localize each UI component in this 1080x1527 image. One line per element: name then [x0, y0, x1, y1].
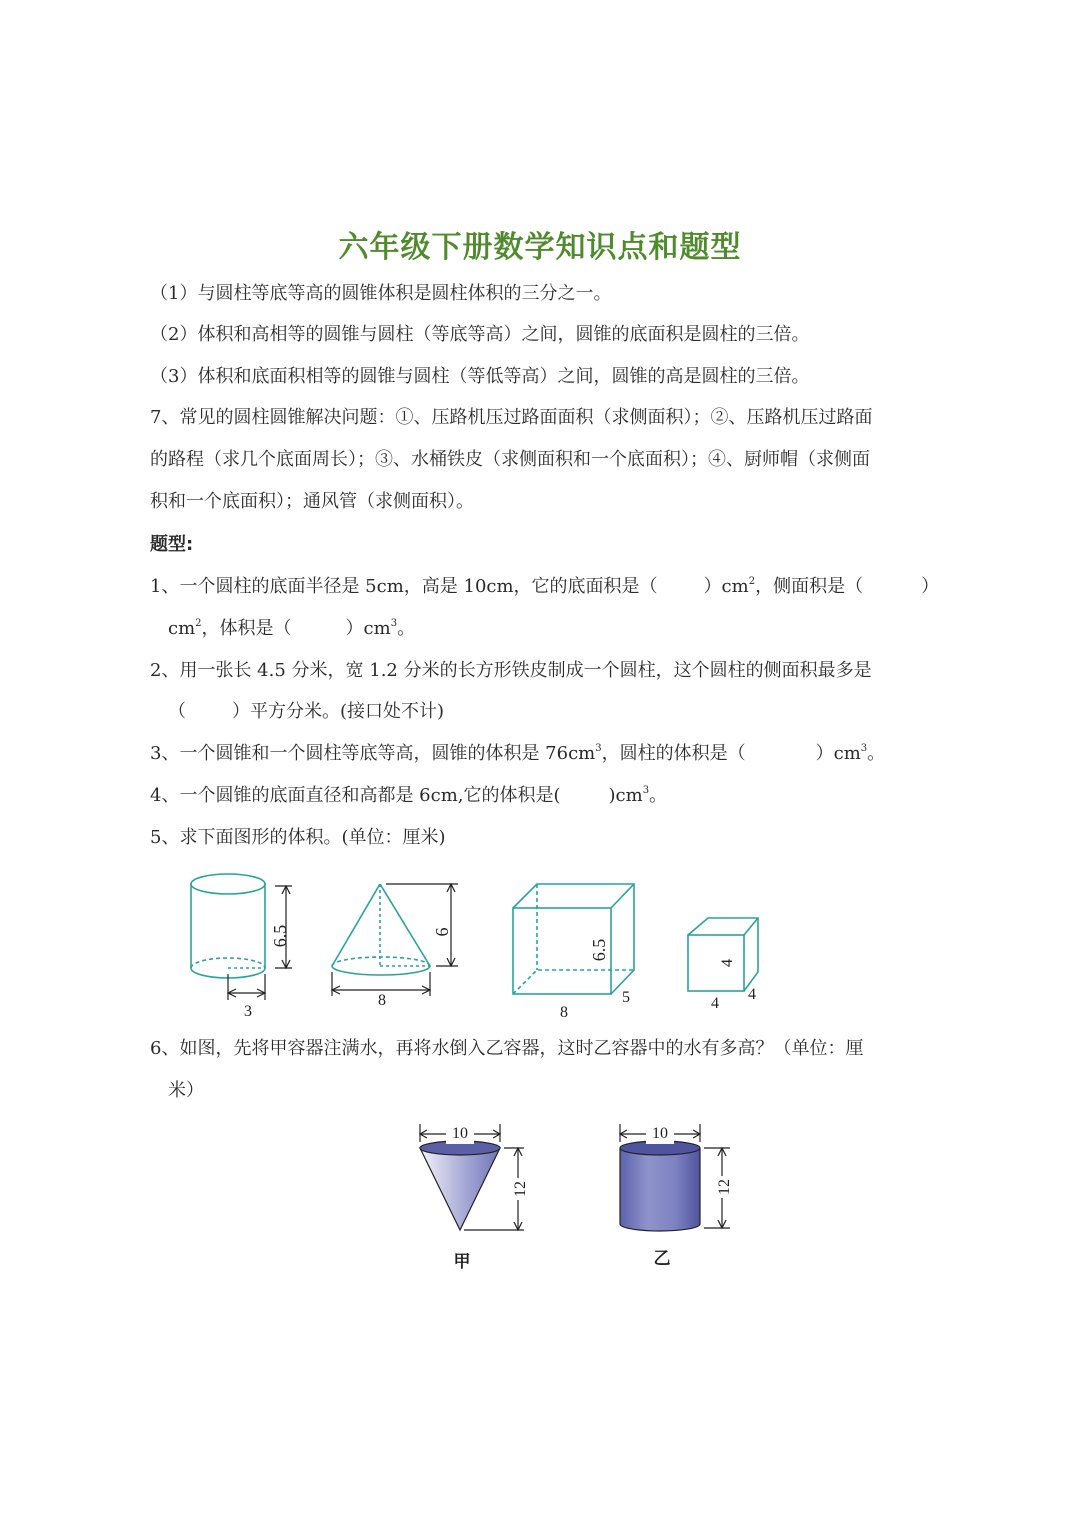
q3-sup: 3	[860, 743, 868, 754]
page-title: 六年级下册数学知识点和题型	[338, 230, 742, 265]
q2-text-a: （	[168, 701, 186, 722]
question-1-line-1	[150, 575, 939, 599]
q3-text-b: ，圆柱的体积是（	[601, 743, 746, 764]
cylinder-radius-label: 3	[244, 1003, 252, 1020]
cube-figure	[688, 918, 758, 991]
question-3	[150, 742, 885, 766]
q1-text-h: 。	[397, 618, 416, 639]
question-1-line-2	[168, 617, 415, 641]
yi-label: 乙	[653, 1249, 671, 1268]
q6-figures	[400, 1112, 760, 1282]
cube-front-label: 4	[711, 995, 719, 1012]
item7-line-3: 积和一个底面积）；通风管（求侧面积）。	[150, 491, 474, 512]
q1-text-f: ，体积是（	[201, 618, 292, 639]
knowledge-point-3: （3）体积和底面积相等的圆锥与圆柱（等低等高）之间，圆锥的高是圆柱的三倍。	[150, 366, 810, 387]
jia-height-label: 12	[512, 1181, 529, 1197]
q1-text-d: ）	[921, 576, 940, 597]
cylinder-figure	[191, 874, 265, 978]
q1-sup: 2	[195, 618, 202, 629]
q4-text-a: 4、一个圆锥的底面直径和高都是 6cm,它的体积是(	[150, 785, 561, 806]
jia-label: 甲	[453, 1252, 471, 1271]
q4-sup: 3	[642, 785, 650, 796]
q3-text-c: ）cm	[815, 743, 861, 764]
cuboid-width-label: 5	[622, 989, 630, 1006]
q2-text-b: ）平方分米。(接口处不计)	[232, 701, 445, 722]
q3-text-a: 3、一个圆锥和一个圆柱等底等高，圆锥的体积是 76cm	[150, 743, 596, 764]
cuboid-length-label: 8	[560, 1004, 568, 1021]
q4-text-c: 。	[649, 785, 668, 806]
cone-height-label: 6	[432, 927, 452, 937]
question-6-line-1: 6、如图，先将甲容器注满水，再将水倒入乙容器，这时乙容器中的水有多高？（单位：厘	[150, 1038, 864, 1059]
item7-line-2: 的路程（求几个底面周长）；③、水桶铁皮（求侧面积和一个底面积）；④、厨师帽（求侧面	[150, 449, 870, 470]
jia-cone-container	[420, 1141, 500, 1230]
knowledge-point-1: （1）与圆柱等底等高的圆锥体积是圆柱体积的三分之一。	[150, 283, 612, 304]
question-2-line-2	[168, 700, 444, 724]
section-heading: 题型:	[150, 534, 194, 555]
question-5: 5、求下面图形的体积。(单位：厘米)	[150, 827, 446, 848]
q1-text-g: ）cm	[345, 618, 391, 639]
q3-sup: 3	[595, 743, 602, 754]
q1-text-e: cm	[168, 618, 196, 639]
cuboid-height-label: 6.5	[589, 938, 609, 962]
q3-text-d: 。	[867, 743, 886, 764]
cone-figure	[332, 884, 430, 975]
question-4	[150, 784, 667, 808]
cube-side-label: 4	[748, 986, 756, 1003]
item7-line-1: 7、常见的圆柱圆锥解决问题：①、压路机压过路面面积（求侧面积）；②、压路机压过路面	[150, 407, 873, 428]
q5-figures	[180, 862, 800, 1022]
q1-text-c: ，侧面积是（	[755, 576, 864, 597]
jia-diameter-label: 10	[452, 1125, 468, 1142]
yi-cylinder-container	[620, 1141, 700, 1231]
q4-text-b: )cm	[608, 785, 643, 806]
cube-height-label: 4	[719, 959, 736, 967]
q1-text-b: ）cm	[703, 576, 749, 597]
q1-sup: 2	[748, 576, 756, 587]
question-6-line-2: 米）	[168, 1080, 204, 1101]
knowledge-point-2: （2）体积和高相等的圆锥与圆柱（等底等高）之间，圆锥的底面积是圆柱的三倍。	[150, 324, 810, 345]
q1-sup: 3	[390, 618, 398, 629]
question-2-line-1: 2、用一张长 4.5 分米，宽 1.2 分米的长方形铁皮制成一个圆柱，这个圆柱的侧面积最多是	[150, 660, 872, 681]
cone-diameter-label: 8	[378, 992, 386, 1009]
yi-height-label: 12	[716, 1179, 733, 1195]
q1-text-a: 1、一个圆柱的底面半径是 5cm，高是 10cm，它的底面积是（	[150, 576, 658, 597]
yi-diameter-label: 10	[652, 1125, 668, 1142]
cuboid-figure	[513, 884, 634, 994]
cylinder-height-label: 6.5	[270, 924, 290, 948]
